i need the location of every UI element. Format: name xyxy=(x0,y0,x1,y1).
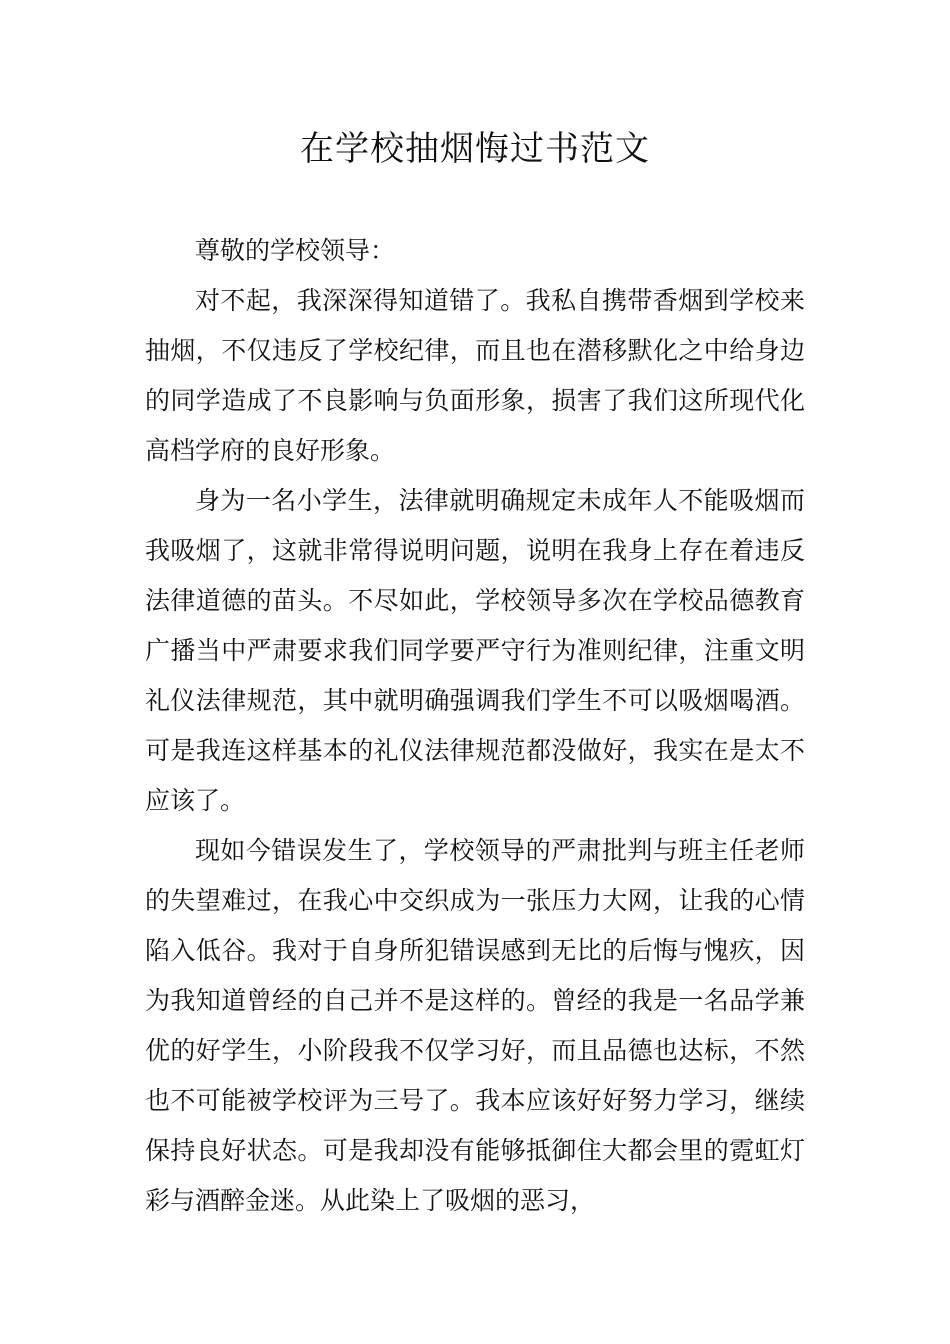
paragraph-1: 对不起，我深深得知道错了。我私自携带香烟到学校来抽烟，不仅违反了学校纪律，而且也在潜移默化之中给身边的同学造成了不良影响与负面形象，损害了我们这所现代化高档学府的良好形象。 xyxy=(145,286,805,465)
document-body xyxy=(145,226,805,1226)
document-title: 在学校抽烟悔过书范文 xyxy=(300,129,650,169)
paragraph-2: 身为一名小学生，法律就明确规定未成年人不能吸烟而我吸烟了，这就非常得说明问题，说明在我身上存在着违反法律道德的苗头。不尽如此，学校领导多次在学校品德教育广播当中严肃要求我们同学要严守行为准则纪律，注重文明礼仪法律规范，其中就明确强调我们学生不可以吸烟喝酒。可是我连这样基本的礼仪法律规范都没做好，我实在是太不应该了。 xyxy=(145,486,805,815)
salutation: 尊敬的学校领导： xyxy=(195,236,396,265)
paragraph-3: 现如今错误发生了，学校领导的严肃批判与班主任老师的失望难过，在我心中交织成为一张压力大网，让我的心情陷入低谷。我对于自身所犯错误感到无比的后悔与愧疚，因为我知道曾经的自己并不是这样的。曾经的我是一名品学兼优的好学生，小阶段我不仅学习好，而且品德也达标，不然也不可能被学校评为三号了。我本应该好好努力学习，继续保持良好状态。可是我却没有能够抵御住大都会里的霓虹灯彩与酒醉金迷。从此染上了吸烟的恶习， xyxy=(145,836,805,1215)
